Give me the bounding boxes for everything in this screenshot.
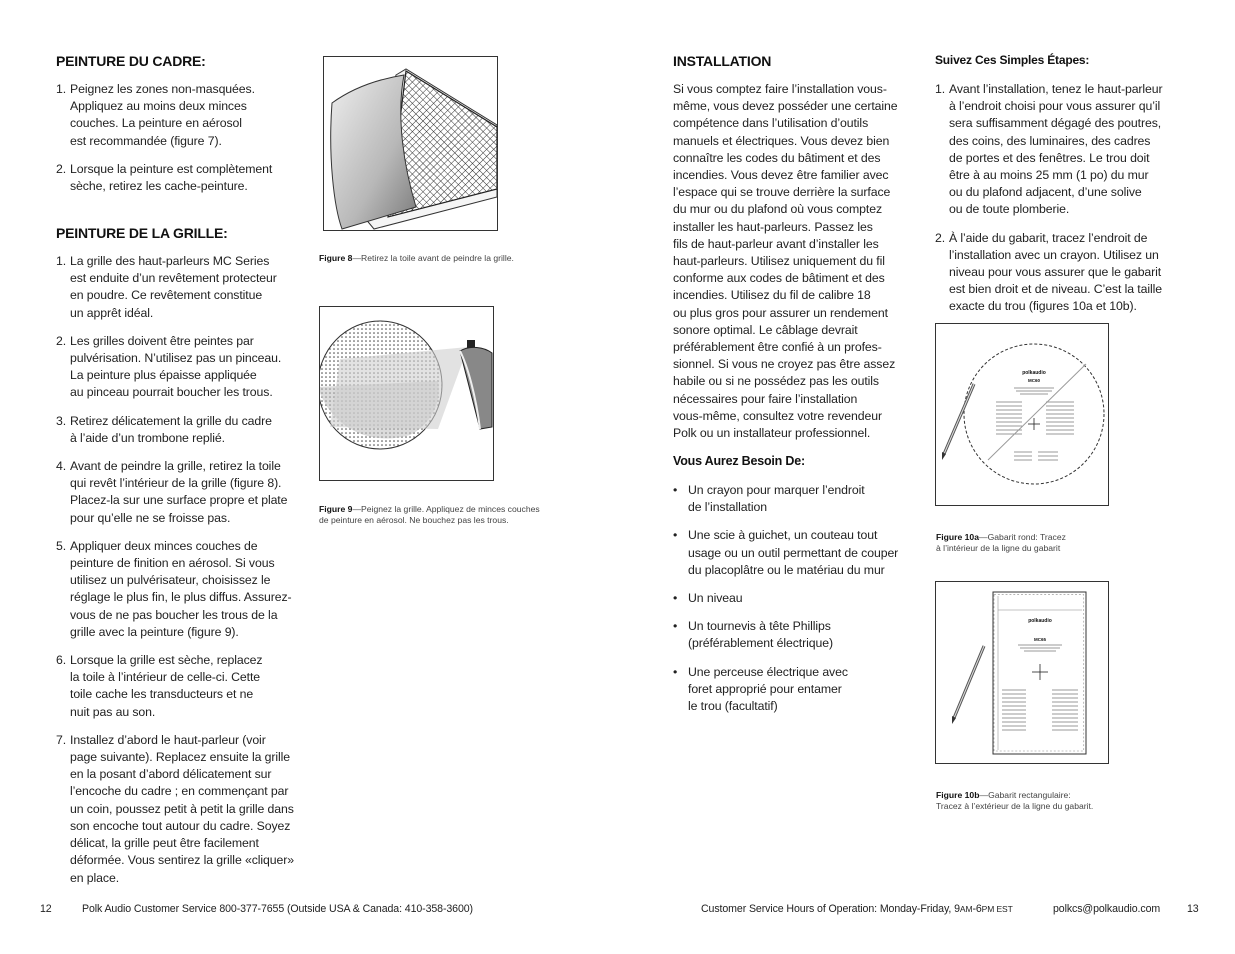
list-item: 2. Lorsque la peinture est complètement sèche, retirez les cache-peinture. <box>56 161 273 194</box>
support-email: polkcs@polkaudio.com <box>1053 903 1161 915</box>
figure-10b-rectangular-template <box>935 581 1109 764</box>
template-model: MC60 <box>1027 378 1041 383</box>
list-item: 1. Peignez les zones non-masquées. Appliquez au moins deux minces couches. La peinture en aérosol est recommandée (figure 7). <box>56 82 255 148</box>
steps-heading: Suivez Ces Simples Étapes: <box>935 53 1090 67</box>
figure-10a-caption: Figure 10a—Gabarit rond: Tracez à l’intérieur de la ligne du gabarit <box>936 532 1066 553</box>
grille-steps <box>56 253 306 898</box>
list-item: 6. Lorsque la grille est sèche, replacez la toile à l’intérieur de celle-ci. Cette toile cache les transducteurs et ne nuit pas au son. <box>56 653 263 719</box>
figure-8-caption: Figure 8—Retirez la toile avant de peindre la grille. <box>319 253 514 263</box>
list-item: 4. Avant de peindre la grille, retirez la toile qui revêt l’intérieur de la grille (figure 8). Placez-la sur une surface propre et plate pour qu’elle ne se froisse pas. <box>56 459 288 525</box>
grille-cloth-icon <box>324 57 497 230</box>
installation-paragraph: Si vous comptez faire l’installation vous- même, vous devez posséder une certaine compétence dans l’utilisation d’outils manuels et électriques. Vous devez bien connaître les codes du bâtiment et des incendies. Vous devez être familier avec l’espace qui se trouve derrière la surface du mur ou du plafond où vous comptez installer les haut-parleurs. Passez les fils de haut-parleur avant d’installer les haut-parleurs. Utilisez uniquement du fil conforme aux codes de bâtiment et des incendies. Utilisez du fil de calibre 18 ou plus gros pour assurer un rendement sonore optimal. Le câblage devrait préférablement être confié à un profes- sionnel. Si vous ne croyez pas être assez habile ou si ne possédez pas les outils nécessaires pour faire l’installation vous-même, consultez votre revendeur Polk ou un installateur professionnel. <box>673 82 898 441</box>
list-item: 7. Installez d’abord le haut-parleur (voir page suivante). Replacez ensuite la grille en la posant d’abord délicatement sur l’encoche du cadre ; en commençant par un coin, poussez petit à petit la grille dans son encoche tout autour du cadre. Soyez délicat, la grille peut être facilement déformée. Vous sentirez la grille «cliquer» en place. <box>56 732 294 885</box>
spray-paint-icon <box>320 307 493 480</box>
round-template-icon <box>936 324 1108 505</box>
figure-9-caption: Figure 9—Peignez la grille. Appliquez de minces couches de peinture en aérosol. Ne bouchez pas les trous. <box>319 504 540 525</box>
list-item: • Une perceuse électrique avec foret approprié pour entamer le trou (facultatif) <box>673 664 848 714</box>
rectangular-template-icon <box>936 582 1108 763</box>
template-brand: polkaudio <box>1022 370 1046 376</box>
pencil-icon <box>952 646 984 724</box>
list-item: • Une scie à guichet, un couteau tout usage ou un outil permettant de couper du placoplâtre ou le matériau du mur <box>673 528 899 577</box>
figure-9-illustration <box>319 306 494 481</box>
figure-10a-round-template <box>935 323 1109 506</box>
list-item: 1. Avant l’installation, tenez le haut-parleur à l’endroit choisi pour vous assurer qu’il sera suffisamment dégagé des poutres, des coins, des luminaires, des cadres de portes et des fenêtres. Le trou doit être à au moins 25 mm (1 po) du mur ou du plafond adjacent, d’une solive ou de toute plomberie. <box>935 82 1163 217</box>
list-item: • Un tournevis à tête Phillips (préférablement électrique) <box>673 619 833 651</box>
installation-heading: INSTALLATION <box>673 53 772 69</box>
service-hours-line: Customer Service Hours of Operation: Monday-Friday, 9AM-6PM EST <box>701 903 1013 915</box>
page-number-right: 13 <box>1187 903 1199 915</box>
frame-steps <box>56 81 306 206</box>
figure-10b-caption: Figure 10b—Gabarit rectangulaire: Tracez à l’extérieur de la ligne du gabarit. <box>936 790 1094 811</box>
list-item: 2. À l’aide du gabarit, tracez l’endroit de l’installation avec un crayon. Utilisez un niveau pour vous assurer que le gabarit est bien droit et de niveau. C’est la taille exacte du trou (figures 10a et 10b). <box>935 230 1162 314</box>
needs-list <box>673 482 913 726</box>
list-item: 3. Retirez délicatement la grille du cadre à l’aide d’un trombone replié. <box>56 413 272 445</box>
figure-8-illustration <box>323 56 498 231</box>
frame-heading: PEINTURE DU CADRE: <box>56 53 206 69</box>
list-item: • Un crayon pour marquer l’endroit de l’installation <box>673 483 865 515</box>
list-item: 2. Les grilles doivent être peintes par pulvérisation. N’utilisez pas un pinceau. La peinture plus épaisse appliquée au pinceau pourrait boucher les trous. <box>56 333 282 400</box>
install-steps <box>935 81 1185 327</box>
template-model: MC65 <box>1033 637 1047 642</box>
template-brand: polkaudio <box>1028 618 1052 624</box>
list-item: • Un niveau <box>673 591 743 606</box>
page-number-left: 12 <box>40 903 52 915</box>
customer-service-line: Polk Audio Customer Service 800-377-7655 (Outside USA & Canada: 410-358-3600) <box>82 903 473 915</box>
grille-heading: PEINTURE DE LA GRILLE: <box>56 225 228 241</box>
list-item: 1. La grille des haut-parleurs MC Series est enduite d’un revêtement protecteur en poudre. Ce revêtement constitue un apprêt idéal. <box>56 254 277 320</box>
list-item: 5. Appliquer deux minces couches de peinture de finition en aérosol. Si vous utilisez un pulvérisateur, choisissez le réglage le plus fin, le plus diffus. Assurez- vous de ne pas boucher les trous de la grille avec la peinture (figure 9). <box>56 538 292 639</box>
needs-heading: Vous Aurez Besoin De: <box>673 454 805 468</box>
